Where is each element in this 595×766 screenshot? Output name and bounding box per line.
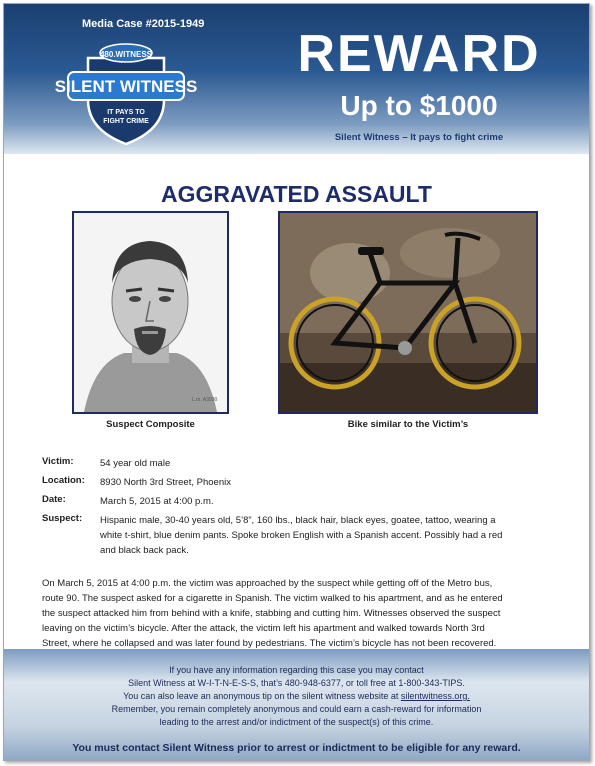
logo-name: SILENT WITNESS <box>54 77 198 96</box>
victim-label: Victim: <box>42 456 74 467</box>
date-label: Date: <box>42 494 66 505</box>
location-label: Location: <box>42 475 85 486</box>
suspect-line-1: Hispanic male, 30-40 years old, 5’8”, 160 lbs., black hair, black eyes, goatee, tattoo, wearing a <box>100 515 496 526</box>
footer-line-1: If you have any information regarding this case you may contact <box>169 665 424 675</box>
logo-slogan-1: IT PAYS TO <box>107 109 145 116</box>
reward-amount: Up to $1000 <box>340 90 498 121</box>
narrative-line-4: leaving on the victim’s bicycle. After the attack, the victim left his apartment and walked towards North 3rd <box>42 623 485 634</box>
bike-caption: Bike similar to the Victim’s <box>347 419 469 430</box>
date-value: March 5, 2015 at 4:00 p.m. <box>100 496 214 507</box>
narrative-line-3: the suspect attacked him from behind with a knife, stabbing and cutting him. Witnesses observed the suspect <box>42 608 501 619</box>
footer-line-4: Remember, you remain completely anonymous and could earn a cash-reward for information <box>111 704 482 714</box>
victim-value: 54 year old male <box>100 458 171 469</box>
footer-line-5: leading to the arrest and/or indictment of the suspect(s) of this crime. <box>159 717 434 727</box>
wanted-flyer <box>3 3 590 761</box>
suspect-line-3: and black back pack. <box>100 545 189 556</box>
composite-sketch-image <box>74 213 227 412</box>
footer-line-3-text: You can also leave an anonymous tip on the silent witness website at <box>123 691 401 701</box>
logo-phone: 480.WITNESS <box>99 50 153 59</box>
silent-witness-logo <box>54 38 198 148</box>
suspect-label: Suspect: <box>42 513 83 524</box>
logo-slogan-2: FIGHT CRIME <box>103 118 149 125</box>
location-value: 8930 North 3rd Street, Phoenix <box>100 477 231 488</box>
case-number: Media Case #2015-1949 <box>82 18 205 30</box>
header-banner <box>4 4 589 154</box>
narrative-line-5: Street, where he collapsed and was later found by pedestrians. The victim’s bicycle has not been recovered. <box>42 638 497 649</box>
suspect-line-2: white t-shirt, blue denim pants. Spoke broken English with a Spanish accent. Possibly had a red <box>100 530 503 541</box>
composite-artist-mark: L.m. A3930 <box>192 397 218 403</box>
contact-footer <box>4 649 589 760</box>
footer-line-3 <box>4 691 589 701</box>
tagline: Silent Witness – It pays to fight crime <box>334 132 504 143</box>
reward-heading: REWARD <box>297 25 541 83</box>
suspect-description <box>100 513 552 558</box>
suspect-composite <box>72 211 229 414</box>
case-narrative <box>42 576 564 651</box>
narrative-line-2: route 90. The suspect asked for a cigarette in Spanish. The victim walked to his apartment, and as he entered <box>42 593 503 604</box>
reward-eligibility-notice: You must contact Silent Witness prior to arrest or indictment to be eligible for any reward. <box>72 742 521 754</box>
footer-line-2: Silent Witness at W-I-T-N-E-S-S, that’s 480-948-6377, or toll free at 1-800-343-TIPS. <box>128 678 465 688</box>
website-link[interactable]: silentwitness.org. <box>400 691 470 701</box>
bike-image <box>280 213 536 412</box>
crime-title: AGGRAVATED ASSAULT <box>161 181 432 207</box>
bike-photo <box>278 211 538 414</box>
composite-caption: Suspect Composite <box>106 419 195 430</box>
narrative-line-1: On March 5, 2015 at 4:00 p.m. the victim was approached by the suspect while getting off of the Metro bus, <box>42 578 493 589</box>
